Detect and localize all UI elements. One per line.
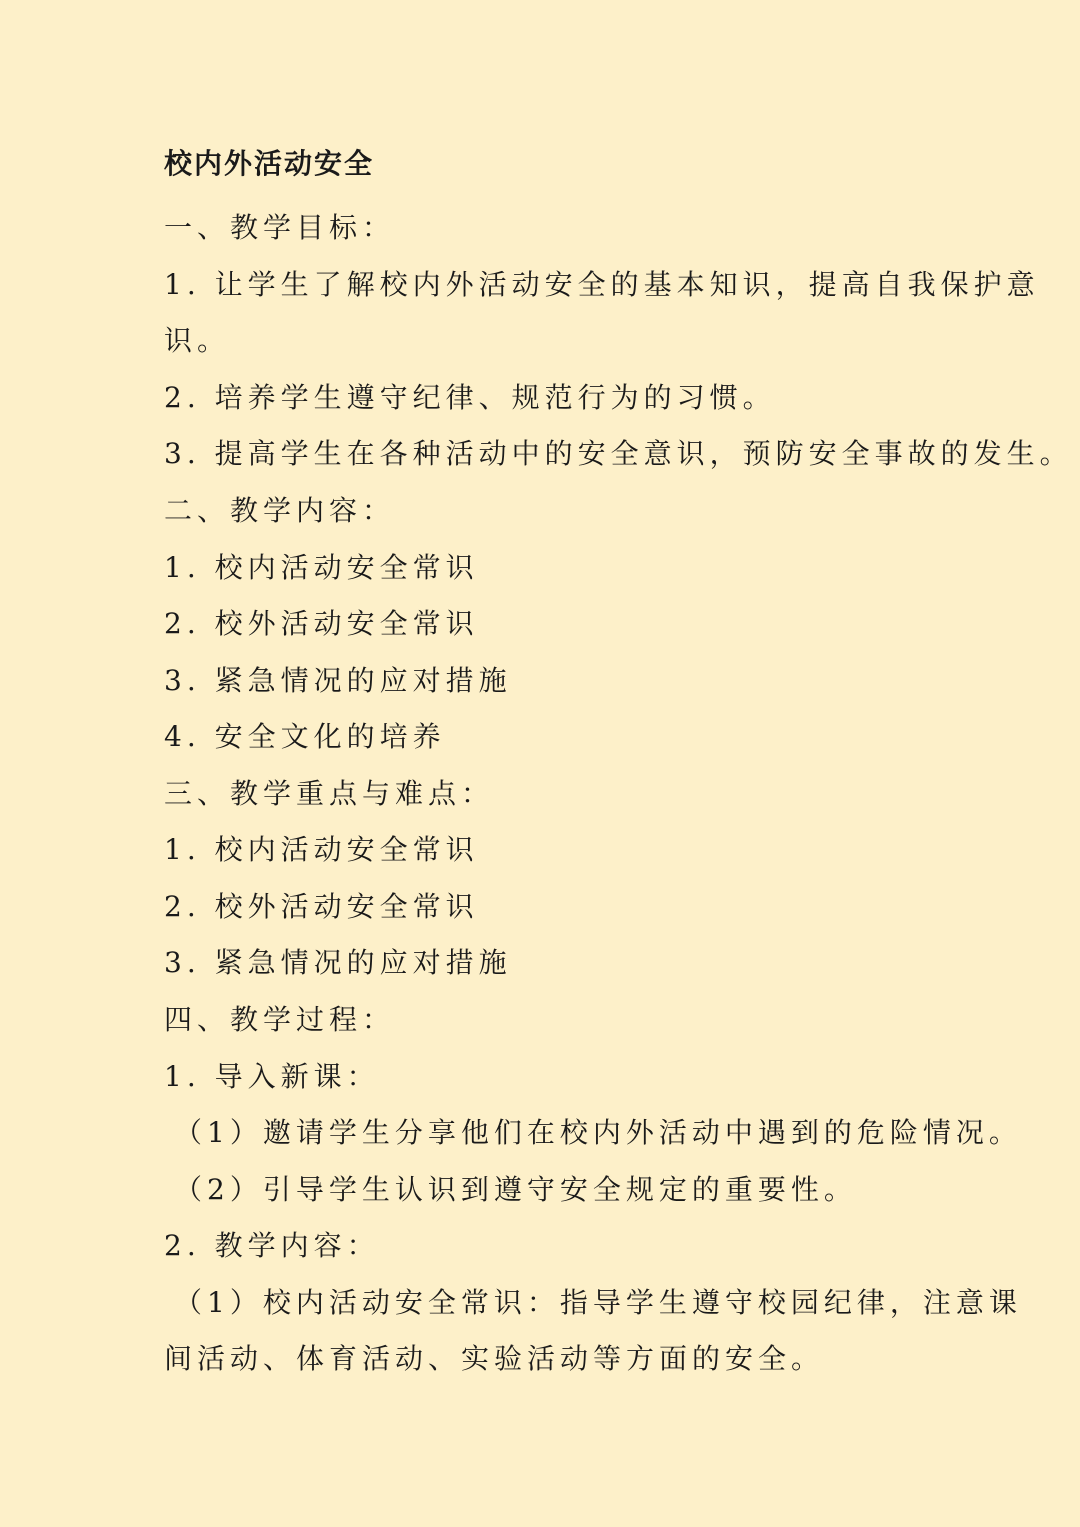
list-item: 3. 紧急情况的应对措施: [164, 664, 512, 697]
list-item: 2. 校外活动安全常识: [164, 607, 479, 640]
list-item: 4. 安全文化的培养: [164, 720, 446, 753]
paragraph-line: 2. 培养学生遵守纪律、规范行为的习惯。: [164, 381, 776, 414]
list-item: 3. 紧急情况的应对措施: [164, 946, 512, 979]
list-item: 2. 校外活动安全常识: [164, 890, 479, 923]
paragraph-line: 3. 提高学生在各种活动中的安全意识，预防安全事故的发生。: [164, 437, 1073, 470]
section-heading-process: 四、教学过程：: [164, 1003, 396, 1036]
section-heading-objectives: 一、教学目标：: [164, 211, 396, 244]
paragraph-line: 识。: [164, 324, 231, 357]
sub-list-item: （1）校内活动安全常识：指导学生遵守校园纪律，注意课: [174, 1286, 1022, 1319]
document-title: 校内外活动安全: [164, 147, 375, 180]
section-heading-content: 二、教学内容：: [164, 494, 396, 527]
list-item: 1. 校内活动安全常识: [164, 833, 479, 866]
paragraph-line: 1. 让学生了解校内外活动安全的基本知识，提高自我保护意: [164, 268, 1040, 301]
list-item: 1. 导入新课：: [164, 1060, 380, 1093]
paragraph-line: 间活动、体育活动、实验活动等方面的安全。: [164, 1342, 825, 1375]
sub-list-item: （1）邀请学生分享他们在校内外活动中遇到的危险情况。: [174, 1116, 1022, 1149]
list-item: 2. 教学内容：: [164, 1229, 380, 1262]
section-heading-key-points: 三、教学重点与难点：: [164, 777, 495, 810]
sub-list-item: （2）引导学生认识到遵守安全规定的重要性。: [174, 1173, 857, 1206]
list-item: 1. 校内活动安全常识: [164, 551, 479, 584]
